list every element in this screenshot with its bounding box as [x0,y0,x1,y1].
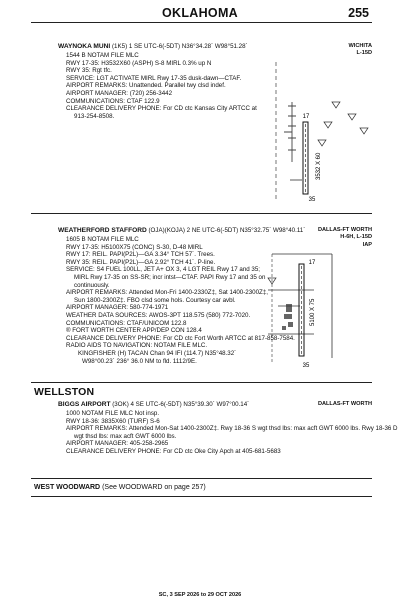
weatherford-line: RADIO AIDS TO NAVIGATION: NOTAM FILE MLC. [66,342,208,350]
page-state-title: OKLAHOMA [161,6,238,20]
waynoka-airport-diagram [262,62,372,202]
page-number: 255 [348,6,369,20]
weatherford-title: WEATHERFORD STAFFORD [58,227,147,234]
waynoka-title: WAYNOKA MUNI [58,43,111,50]
wellston-line: AIRPORT REMARKS: Attended Mon-Sat 1400-2300Z‡. Rwy 18-36 S wgt thsd lbs: max acft GWT 6000 lbs. Rwy 18-36 D [66,425,398,433]
weatherford-line: COMMUNICATIONS: CTAF/UNICOM 122.8 [66,319,187,327]
weatherford-line: W98°00.23´ 236° 36.0 NM to fld. 1112/9E. [82,357,197,365]
weatherford-line: CLEARANCE DELIVERY PHONE: For CD ctc Fort Worth ARTCC at 817-858-7584. [66,334,295,342]
waynoka-line: 913-254-8508. [74,112,115,120]
waynoka-line: CLEARANCE DELIVERY PHONE: For CD ctc Kansas City ARTCC at [66,105,257,113]
weatherford-line: RWY 35: REIL. PAPI(P2L)—GA 2.92° TCH 41´. P-line. [66,258,216,266]
west-woodward-crossref: (See WOODWARD on page 257) [102,484,206,491]
weatherford-line: ® FORT WORTH CENTER APP/DEP CON 128.4 [66,327,202,335]
weatherford-line: RWY 17: REIL. PAPI(P2L)—GA 3.34° TCH 57´. Trees. [66,251,215,259]
west-woodward-title: WEST WOODWARD [34,484,101,491]
weatherford-line: SERVICE: S4 FUEL 100LL, JET A+ OX 3, 4 LGT REIL Rwy 17 and 35; [66,266,261,274]
waynoka-details [66,52,257,120]
waynoka-rwy-dimensions: 3532 X 60 [316,152,322,180]
weatherford-line: KINGFISHER (H) TACAN Chan 94 IFI (114.7) N35°48.32´ [78,349,237,357]
wellston-line: wgt thsd lbs: max acft GWT 6000 lbs. [74,432,177,440]
weatherford-rwy-dimensions: 5100 X 75 [310,298,316,326]
wellston-line: 1000 NOTAM FILE MLC Not insp. [66,410,160,417]
waynoka-line: COMMUNICATIONS: CTAF 122.9 [66,97,160,105]
weatherford-airport-diagram [248,246,372,370]
header-rule [31,22,372,23]
weatherford-line: Sun 1800-2300Z‡. FBO clsd some hols. Courtesy car avbl. [74,296,236,304]
weatherford-region: DALLAS-FT WORTH [317,227,372,233]
wellston-city: WELLSTON [34,386,95,398]
west-woodward-entry [34,484,206,491]
waynoka-id-line: (1K5) 1 SE UTC-6(-5DT) N36°34.28´ W98°51.28´ [112,43,248,50]
waynoka-line: AIRPORT REMARKS: Unattended. Parallel twy clsd indef. [66,82,226,90]
waynoka-line: 1544 B NOTAM FILE MLC [66,52,139,59]
section-divider [31,382,372,383]
weatherford-chart: H-6H, L-15D [340,234,372,241]
wellston-details [66,410,398,456]
weatherford-line: AIRPORT MANAGER: 580-774-1971 [66,304,169,312]
section-divider [31,213,372,214]
weatherford-line: WEATHER DATA SOURCES: AWOS-3PT 118.575 (580) 772-7020. [66,311,251,319]
weatherford-rwy-end-bottom: 35 [302,363,310,369]
wellston-title: BIGGS AIRPORT [58,401,111,408]
wellston-region: DALLAS-FT WORTH [317,401,372,407]
waynoka-rwy-end-top: 17 [302,114,310,120]
wellston-line: RWY 18-36: 3835X60 (TURF) S-6 [66,417,160,425]
waynoka-line: SERVICE: LGT ACTIVATE MIRL Rwy 17-35 dusk-dawn—CTAF. [66,74,242,82]
weatherford-heading [58,227,305,235]
waynoka-heading [58,43,248,51]
section-divider [31,496,372,497]
waynoka-line: AIRPORT MANAGER: (720) 256-3442 [66,89,173,97]
weatherford-line: MIRL Rwy 17-35 on SS-SR; incr intst—CTAF. PAPI Rwy 17 and 35 on [74,273,266,281]
weatherford-line: 1605 B NOTAM FILE MLC [66,236,139,243]
waynoka-rwy-end-bottom: 35 [308,197,316,202]
waynoka-region: WICHITA [348,43,372,49]
waynoka-line: RWY 17-35: H3532X60 (ASPH) S-8 MIRL 0.3% up N [66,59,212,67]
weatherford-iap: IAP [362,241,372,248]
footer-effective-dates: SC, 3 SEP 2026 to 29 OCT 2026 [158,592,242,598]
weatherford-rwy-end-top: 17 [308,260,316,266]
weatherford-line: continuously. [74,281,110,289]
weatherford-line: AIRPORT REMARKS: Attended Mon-Fri 1400-2330Z‡, Sat 1400-2300Z‡, [66,289,268,297]
waynoka-chart: L-15D [356,50,372,57]
weatherford-line: RWY 17-35: H5100X75 (CONC) S-30, D-48 MIRL [66,243,203,251]
section-divider [31,478,372,479]
wellston-heading [58,401,249,409]
waynoka-region-block [348,43,372,58]
weatherford-id-line: (OJA)(KOJA) 2 NE UTC-6(-5DT) N35°32.75´ W98°40.11´ [148,227,306,234]
wellston-line: CLEARANCE DELIVERY PHONE: For CD ctc Oke City Apch at 405-681-5683 [66,447,281,455]
wellston-id-line: (3OK) 4 SE UTC-6(-5DT) N35°39.30´ W97°00.14´ [112,401,250,408]
waynoka-line: RWY 35: Rgt tfc. [66,67,112,75]
wellston-line: AIRPORT MANAGER: 405-258-2965 [66,440,169,448]
